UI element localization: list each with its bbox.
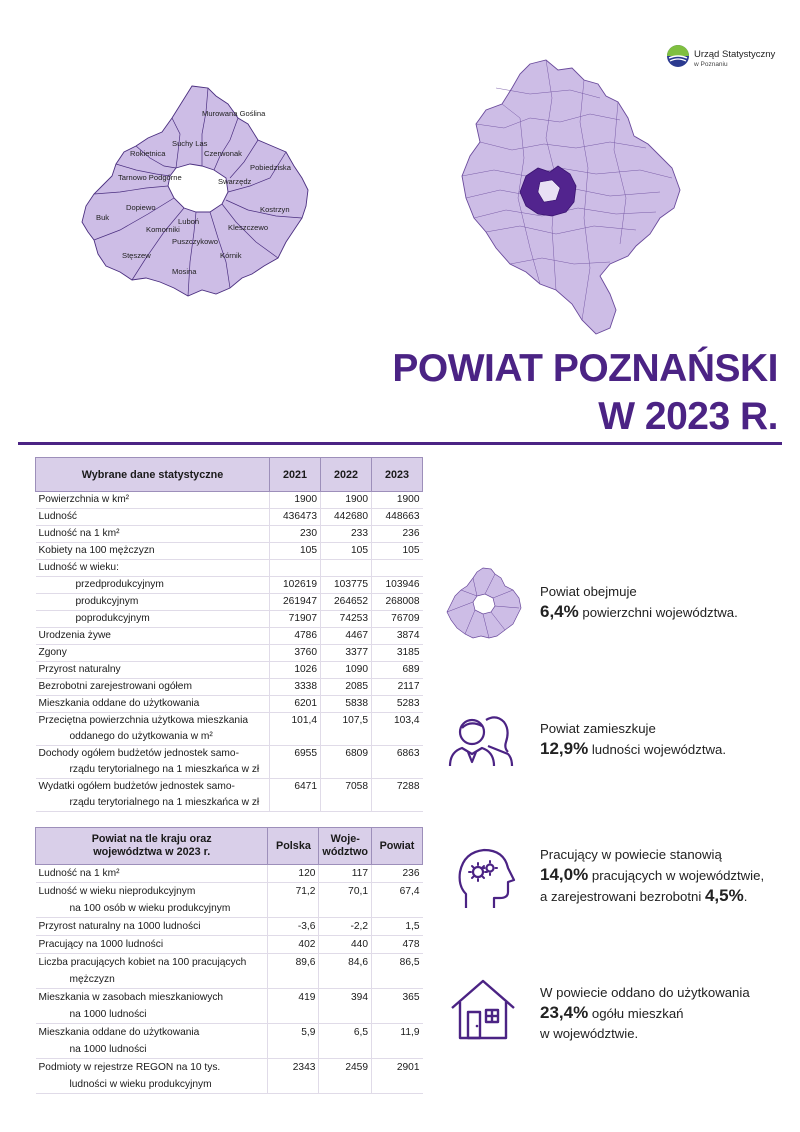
logo-subtext: w Poznaniu (694, 61, 728, 68)
table-header: 2022 (321, 458, 372, 492)
housing-percent: 23,4% (540, 1003, 589, 1022)
table-header: Wybrane dane statystyczne (36, 458, 270, 492)
table-row: Ludność na 1 km² 230 233 236 (36, 526, 423, 543)
unemployed-percent: 4,5% (704, 886, 744, 905)
stats-table (35, 457, 423, 812)
area-percent: 6,4% (540, 602, 579, 621)
table-row: poprodukcyjnym 71907 74253 76709 (36, 611, 423, 628)
table-row: Pracujący na 1000 ludności 402 440 478 (36, 936, 423, 954)
table-row: Powierzchnia w km² 1900 1900 1900 (36, 492, 423, 509)
table-row: produkcyjnym 261947 264652 268008 (36, 594, 423, 611)
table-row: Przeciętna powierzchnia użytkowa mieszkania oddanego do użytkowania w m² 101,4 107,5 103,4 (36, 713, 423, 746)
table-row: Mieszkania oddane do użytkowania na 1000 ludności 5,9 6,5 11,9 (36, 1024, 423, 1059)
table-header: 2023 (372, 458, 423, 492)
area-map-icon (445, 566, 525, 640)
table-header: Polska (268, 828, 319, 865)
map-label: Buk (96, 213, 110, 222)
table-row: Ludność 436473 442680 448663 (36, 509, 423, 526)
house-icon (450, 978, 516, 1042)
table-row: Kobiety na 100 mężczyzn 105 105 105 (36, 543, 423, 560)
table-row: Ludność na 1 km² 120 117 236 (36, 865, 423, 883)
table-row: Mieszkania w zasobach mieszkaniowych na 1000 ludności 419 394 365 (36, 989, 423, 1024)
page-title (392, 345, 778, 441)
people-icon (448, 712, 514, 768)
table-header: Powiat na tle kraju oraz województwa w 2023 r. (36, 828, 268, 865)
map-label: Rokietnica (130, 149, 166, 158)
table-row: Urodzenia żywe 4786 4467 3874 (36, 628, 423, 645)
table-row: Bezrobotni zarejestrowani ogółem 3338 2085 2117 (36, 679, 423, 696)
table-row: Ludność w wieku: (36, 560, 423, 577)
table-header-row (36, 828, 423, 865)
table-row: Wydatki ogółem budżetów jednostek samo- rządu terytorialnego na 1 mieszkańca w zł 6471 7058 7288 (36, 779, 423, 812)
map-label: Pobiedziska (250, 163, 291, 172)
map-label: Czerwonak (204, 149, 242, 158)
table-row: przedprodukcyjnym 102619 103775 103946 (36, 577, 423, 594)
map-label: Luboń (178, 217, 200, 226)
population-info: Powiat zamieszkuje 12,9% ludności województwa. (540, 721, 727, 758)
map-label: Puszczykowo (172, 237, 219, 246)
title-divider (18, 442, 782, 445)
map-label: Tarnowo Podgórne (118, 173, 182, 182)
population-percent: 12,9% (540, 739, 589, 758)
map-label: Komorniki (146, 225, 180, 234)
province-map (460, 58, 690, 338)
head-gears-icon (456, 846, 516, 912)
map-label: Suchy Las (172, 139, 208, 148)
table-row: Mieszkania oddane do użytkowania 6201 5838 5283 (36, 696, 423, 713)
housing-info: W powiecie oddano do użytkowania 23,4% ogółu mieszkań w województwie. (540, 985, 750, 1041)
map-label: Murowana Goślina (202, 109, 266, 118)
table-row: Przyrost naturalny na 1000 ludności -3,6 -2,2 1,5 (36, 918, 423, 936)
map-label: Swarzędz (218, 177, 252, 186)
powiat-map (80, 82, 320, 300)
map-label: Kleszczewo (228, 223, 269, 232)
comparison-table (35, 827, 423, 1094)
map-label: Kostrzyn (260, 205, 290, 214)
work-info: Pracujący w powiecie stanowią 14,0% pracujących w województwie, a zarejestrowani bezrobotni 4,5%. (540, 847, 765, 905)
table-row: Ludność w wieku nieprodukcyjnym na 100 osób w wieku produkcyjnym 71,2 70,1 67,4 (36, 883, 423, 918)
map-label: Stęszew (122, 251, 151, 260)
table-header: 2021 (270, 458, 321, 492)
table-header: Woje- wództwo (319, 828, 372, 865)
map-label: Dopiewo (126, 203, 156, 212)
title-line-2: W 2023 R. (598, 395, 778, 438)
logo-text: Urząd Statystyczny (694, 49, 776, 60)
work-percent: 14,0% (540, 865, 589, 884)
table-header-row (36, 458, 423, 492)
table-row: Dochody ogółem budżetów jednostek samo- rządu terytorialnego na 1 mieszkańca w zł 6955 6809 6863 (36, 746, 423, 779)
table-row: Liczba pracujących kobiet na 100 pracujących mężczyzn 89,6 84,6 86,5 (36, 954, 423, 989)
map-label: Mosina (172, 267, 197, 276)
table-row: Przyrost naturalny 1026 1090 689 (36, 662, 423, 679)
area-info: Powiat obejmuje 6,4% powierzchni województwa. (540, 584, 738, 621)
table-row: Podmioty w rejestrze REGON na 10 tys. ludności w wieku produkcyjnym 2343 2459 2901 (36, 1059, 423, 1094)
table-row: Zgony 3760 3377 3185 (36, 645, 423, 662)
title-line-1: POWIAT POZNAŃSKI (392, 347, 778, 390)
table-header: Powiat (372, 828, 423, 865)
map-label: Kórnik (220, 251, 242, 260)
